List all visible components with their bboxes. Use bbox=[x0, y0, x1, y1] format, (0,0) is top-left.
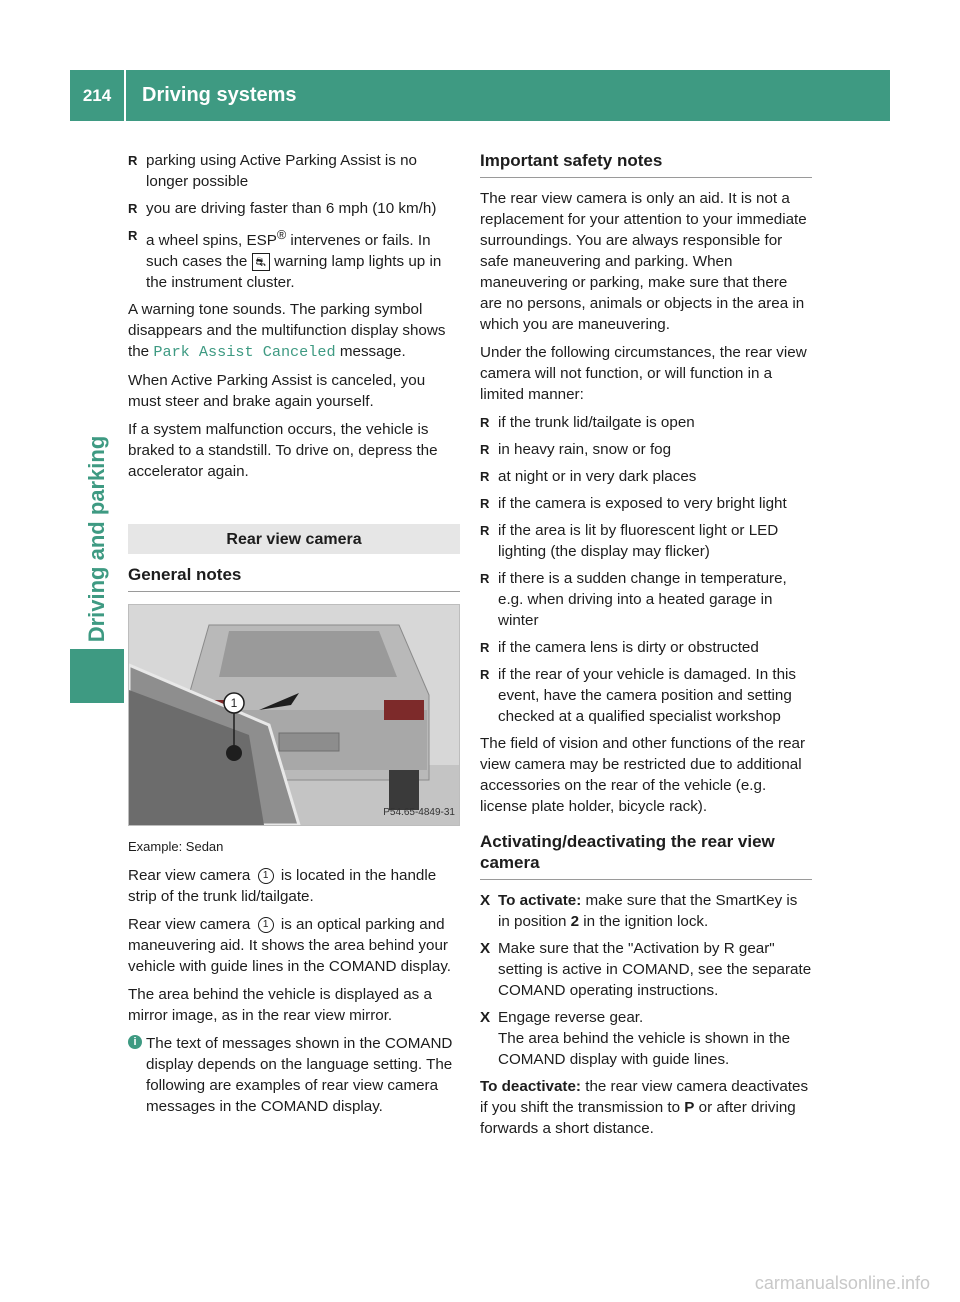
list-item: R if the area is lit by fluorescent light or LED lighting (the display may flicker) bbox=[480, 522, 779, 560]
bullet-marker: R bbox=[480, 523, 490, 538]
paragraph: Rear view camera 1 is located in the handle strip of the trunk lid/tailgate. bbox=[128, 867, 437, 906]
arrow-icon: X bbox=[480, 940, 491, 957]
list-item: R in heavy rain, snow or fog bbox=[480, 441, 672, 458]
steps-list bbox=[480, 890, 812, 1070]
callout-1-icon: 1 bbox=[258, 868, 274, 884]
paragraph: The field of vision and other functions of the rear view camera may be restricted due to additional accessories on the rear of the vehicle (e.g. license plate holder, bicycle rack). bbox=[480, 735, 806, 815]
subheading: Activating/deactivating the rear view camera bbox=[480, 831, 812, 880]
bullet-marker: R bbox=[480, 496, 490, 511]
list-item: R you are driving faster than 6 mph (10 km/h) bbox=[128, 200, 437, 217]
bullet-marker: R bbox=[128, 228, 138, 243]
car-illustration bbox=[129, 605, 459, 825]
subheading: General notes bbox=[128, 564, 460, 592]
bullet-marker: R bbox=[128, 201, 138, 216]
bullet-marker: R bbox=[480, 640, 490, 655]
chapter-title: Driving systems bbox=[142, 84, 297, 106]
step-item: X Make sure that the "Activation by R gear" setting is active in COMAND, see the separate COMAND operating instructions. bbox=[480, 940, 812, 999]
list-item: R if the camera is exposed to very bright light bbox=[480, 495, 787, 512]
list-item: R if there is a sudden change in temperature, e.g. when driving into a heated garage in winter bbox=[480, 570, 787, 629]
watermark: carmanualsonline.info bbox=[754, 1273, 930, 1293]
paragraph: The rear view camera is only an aid. It is not a replacement for your attention to your immediate surroundings. You are always responsible for safe maneuvering and parking. When maneuvering or parking, make sure that there are no persons, animals or objects in the area in which you are maneuvering. bbox=[480, 190, 807, 333]
list-item: R parking using Active Parking Assist is no longer possible bbox=[128, 152, 417, 190]
info-note: i The text of messages shown in the COMAND display depends on the language setting. The following are examples of rear view camera messages in the COMAND display. bbox=[128, 1033, 460, 1117]
list-item: R if the camera lens is dirty or obstructed bbox=[480, 639, 759, 656]
list-item: R a wheel spins, ESP® intervenes or fails. In such cases the ⛐ warning lamp lights up in the instrument cluster. bbox=[128, 225, 460, 293]
list-item: R if the trunk lid/tailgate is open bbox=[480, 414, 695, 431]
paragraph: When Active Parking Assist is canceled, you must steer and brake again yourself. bbox=[128, 372, 426, 411]
step-item: X To activate: make sure that the SmartKey is in position 2 in the ignition lock. bbox=[480, 892, 798, 930]
bullet-marker: R bbox=[480, 442, 490, 457]
arrow-icon: X bbox=[480, 892, 491, 909]
list-item: R if the rear of your vehicle is damaged. In this event, have the camera position and setting checked at a qualified specialist workshop bbox=[480, 666, 796, 725]
info-icon: i bbox=[128, 1035, 142, 1049]
svg-text:1: 1 bbox=[230, 696, 238, 711]
bullet-marker: R bbox=[128, 153, 138, 168]
warning-lamp-icon: ⛐ bbox=[252, 253, 270, 271]
figure-code: P54.65-4849-31 bbox=[383, 807, 455, 819]
bullet-marker: R bbox=[480, 415, 490, 430]
display-message: Park Assist Canceled bbox=[153, 343, 336, 362]
side-tab bbox=[70, 121, 124, 1232]
paragraph: If a system malfunction occurs, the vehicle is braked to a standstill. To drive on, depress the accelerator again. bbox=[128, 421, 438, 481]
step-item: X Engage reverse gear. The area behind the vehicle is shown in the COMAND display with guide lines. bbox=[480, 1009, 791, 1068]
right-column bbox=[480, 150, 812, 1146]
list-item: R at night or in very dark places bbox=[480, 468, 697, 485]
paragraph: Under the following circumstances, the rear view camera will not function, or will function in a limited manner: bbox=[480, 344, 807, 403]
car-rear-figure bbox=[128, 604, 460, 826]
paragraph: A warning tone sounds. The parking symbol disappears and the multifunction display shows the Park Assist Canceled message. bbox=[128, 301, 446, 362]
side-tab-marker bbox=[70, 649, 124, 703]
callout-1-icon: 1 bbox=[258, 917, 274, 933]
limitations-list bbox=[480, 412, 812, 727]
paragraph: To deactivate: the rear view camera deactivates if you shift the transmission to P or after driving forwards a short distance. bbox=[480, 1078, 809, 1137]
figure-caption: Example: Sedan bbox=[128, 839, 224, 855]
conditions-list bbox=[128, 150, 460, 293]
left-column bbox=[128, 150, 460, 1117]
side-tab-label: Driving and parking bbox=[84, 435, 109, 643]
paragraph: The area behind the vehicle is displayed as a mirror image, as in the rear view mirror. bbox=[128, 986, 432, 1025]
page-header bbox=[70, 70, 890, 121]
paragraph: Rear view camera 1 is an optical parking and maneuvering aid. It shows the area behind your vehicle with guide lines in the COMAND display. bbox=[128, 916, 452, 976]
bullet-marker: R bbox=[480, 571, 490, 586]
section-title: Rear view camera bbox=[128, 524, 460, 554]
page-number: 214 bbox=[70, 70, 126, 121]
arrow-icon: X bbox=[480, 1009, 491, 1026]
subheading: Important safety notes bbox=[480, 150, 812, 178]
bullet-marker: R bbox=[480, 667, 490, 682]
bullet-marker: R bbox=[480, 469, 490, 484]
